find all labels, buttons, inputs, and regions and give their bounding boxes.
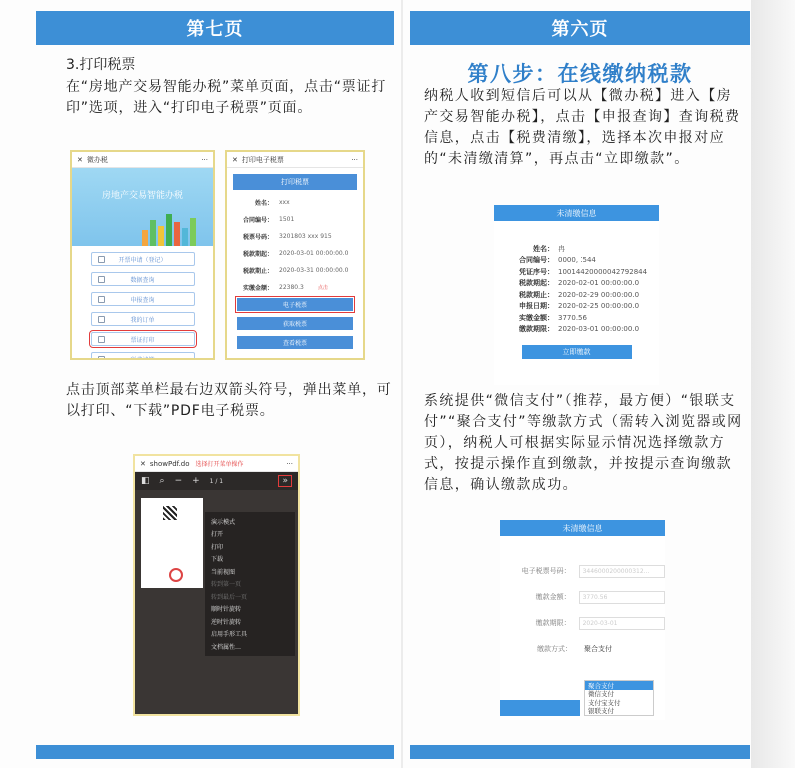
pdf-page (141, 498, 203, 588)
option-unionpay[interactable]: 银联支付 (588, 707, 614, 716)
phone-screenshot-menu (70, 150, 215, 360)
unpaid-info-card (494, 205, 659, 385)
field-deadline: 缴款期限： 2020-03-01 (500, 610, 665, 636)
zoom-in-icon[interactable]: + (192, 476, 200, 486)
click-note: 点击 (317, 285, 328, 291)
get-ticket-button[interactable]: 获取税票 (237, 317, 353, 330)
pay-method-options (584, 680, 654, 716)
phone-screenshot-pdf (133, 454, 300, 716)
pay-method-select[interactable]: 聚合支付 (584, 645, 612, 653)
double-chevron-icon[interactable]: » (278, 475, 292, 487)
option-aggregate[interactable]: 聚合支付 (585, 681, 653, 690)
phone-title: 打印电子税票 (241, 155, 284, 164)
menu-doc-props[interactable]: 文档属性… (211, 643, 242, 651)
menu-last-page[interactable]: 转到最后一页 (211, 593, 248, 601)
pdf-dropdown-menu (205, 512, 295, 656)
view-ticket-button[interactable]: 查看税票 (237, 336, 353, 349)
field-amount: 缴款金额： 3770.56 (500, 584, 665, 610)
right-paragraph-1: 纳税人收到短信后可以从【微办税】进入【房产交易智能办税】，点击【申报查询】查询税费信息，点击【税费清缴】，选择本次申报对应的“未清缴清算”，再点击“立即缴款”。 (424, 88, 741, 167)
right-page-header: 第六页 (410, 11, 750, 45)
row-end: 税款期止： 2020-02-29 00:00:00.0 (519, 290, 640, 299)
left-paragraph-2: 点击顶部菜单栏最右边双箭头符号，弹出菜单，可以打印、“下载”PDF电子税票。 (66, 382, 392, 419)
menu-item-apply[interactable]: 开票申请（登记） (91, 252, 195, 266)
banner-title: 房地产交易智能办税 (101, 191, 183, 201)
row-voucher: 凭证序号： 10014420000042792844 (519, 267, 648, 276)
phone-screenshot-print (225, 150, 365, 360)
menu-item-print-ticket[interactable]: 票证打印 (91, 332, 195, 346)
seal-icon (169, 568, 183, 582)
field-name: 姓名： xxx (254, 199, 290, 207)
card-title: 未清缴信息 (500, 520, 665, 536)
menu-first-page[interactable]: 转到第一页 (211, 581, 242, 589)
close-icon[interactable]: ✕ (232, 155, 238, 164)
row-amount: 实缴金额： 3770.56 (519, 313, 587, 322)
menu-presentation[interactable]: 演示模式 (211, 518, 236, 526)
menu-download[interactable]: 下载 (211, 556, 224, 564)
menu-current-view[interactable]: 当前视图 (211, 568, 236, 576)
right-footer-bar (410, 745, 750, 759)
e-ticket-button[interactable]: 电子税票 (237, 298, 353, 311)
option-wechat[interactable]: 微信支付 (588, 690, 614, 699)
sidebar-toggle-icon[interactable]: ◧ (141, 476, 150, 486)
more-icon[interactable]: ··· (351, 155, 358, 164)
close-icon[interactable]: ✕ (140, 459, 146, 468)
card-title: 未清缴信息 (494, 205, 659, 221)
zoom-out-icon[interactable]: − (174, 476, 183, 486)
left-footer-bar (36, 745, 394, 759)
right-page (410, 0, 750, 768)
row-declare-date: 申报日期： 2020-02-25 00:00:00.0 (519, 302, 640, 311)
field-ticket-no: 税票号码： 3201803 xxx 915 (242, 233, 332, 241)
search-icon[interactable]: ⌕ (159, 476, 165, 486)
section-title: 3.打印税票 (66, 57, 136, 73)
qr-code-icon (163, 506, 177, 520)
page-fold (401, 0, 403, 768)
field-contract: 合同编号： 1501 (242, 216, 295, 224)
option-alipay[interactable]: 支付宝支付 (588, 698, 621, 707)
field-pay-method: 缴款方式： 聚合支付 (537, 645, 612, 653)
menu-item-data-query[interactable]: 数据查询 (91, 272, 195, 286)
row-deadline: 缴款期限： 2020-03-01 00:00:00.0 (519, 325, 640, 334)
step-title: 第八步：在线缴纳税款 (467, 62, 693, 86)
more-icon[interactable]: ··· (286, 459, 293, 468)
phone-title: 微办税 (86, 155, 108, 164)
close-icon[interactable]: ✕ (77, 155, 83, 164)
left-page (36, 0, 394, 768)
row-contract: 合同编号： 0000, ⁚544 (519, 256, 596, 265)
menu-rotate-cw[interactable]: 顺时针旋转 (211, 606, 242, 614)
left-paragraph-1: 在“房地产交易智能办税”菜单页面，点击“票证打印”选项，进入“打印电子税票”页面。 (66, 79, 387, 116)
print-header: 打印税票 (233, 174, 357, 190)
menu-item-tax-clear[interactable]: 税费清缴 (91, 352, 195, 360)
page-edge (751, 0, 795, 768)
banner (72, 168, 213, 246)
menu-open[interactable]: 打开 (211, 531, 224, 539)
phone-title: showPdf.do (149, 459, 190, 468)
menu-rotate-ccw[interactable]: 逆时针旋转 (211, 618, 242, 626)
annotation: 选择打开菜单操作 (195, 461, 244, 468)
menu-item-orders[interactable]: 我的订单 (91, 312, 195, 326)
field-amount: 实缴金额： 22380.3 点击 (242, 284, 328, 292)
pay-now-button[interactable]: 立即缴款 (522, 345, 632, 359)
submit-button[interactable] (500, 700, 580, 716)
left-page-header: 第七页 (36, 11, 394, 45)
menu-print[interactable]: 打印 (211, 543, 224, 551)
payment-form-card (500, 520, 665, 720)
more-icon[interactable]: ··· (201, 155, 208, 164)
page-indicator: 1 / 1 (209, 477, 224, 485)
pdf-toolbar (135, 472, 298, 490)
row-start: 税款期起： 2020-02-01 00:00:00.0 (519, 279, 640, 288)
menu-hand-tool[interactable]: 启用手形工具 (211, 631, 248, 639)
menu-item-declare-query[interactable]: 申报查询 (91, 292, 195, 306)
row-name: 姓名： 冉 (533, 244, 565, 253)
field-end: 税款期止： 2020-03-31 00:00:00.0 (242, 267, 349, 275)
field-ticket-no: 电子税票号码： 3446000200000312... (500, 558, 665, 584)
right-paragraph-2: 系统提供“微信支付”（推荐，最方便）“银联支付”“聚合支付”等缴款方式（需转入浏览器或网页），纳税人可根据实际显示情况选择缴款方式，按提示操作直到缴款，并按提示查询缴款信息，确认缴款成功。 (424, 393, 743, 493)
field-start: 税款期起： 2020-03-01 00:00:00.0 (242, 250, 349, 258)
